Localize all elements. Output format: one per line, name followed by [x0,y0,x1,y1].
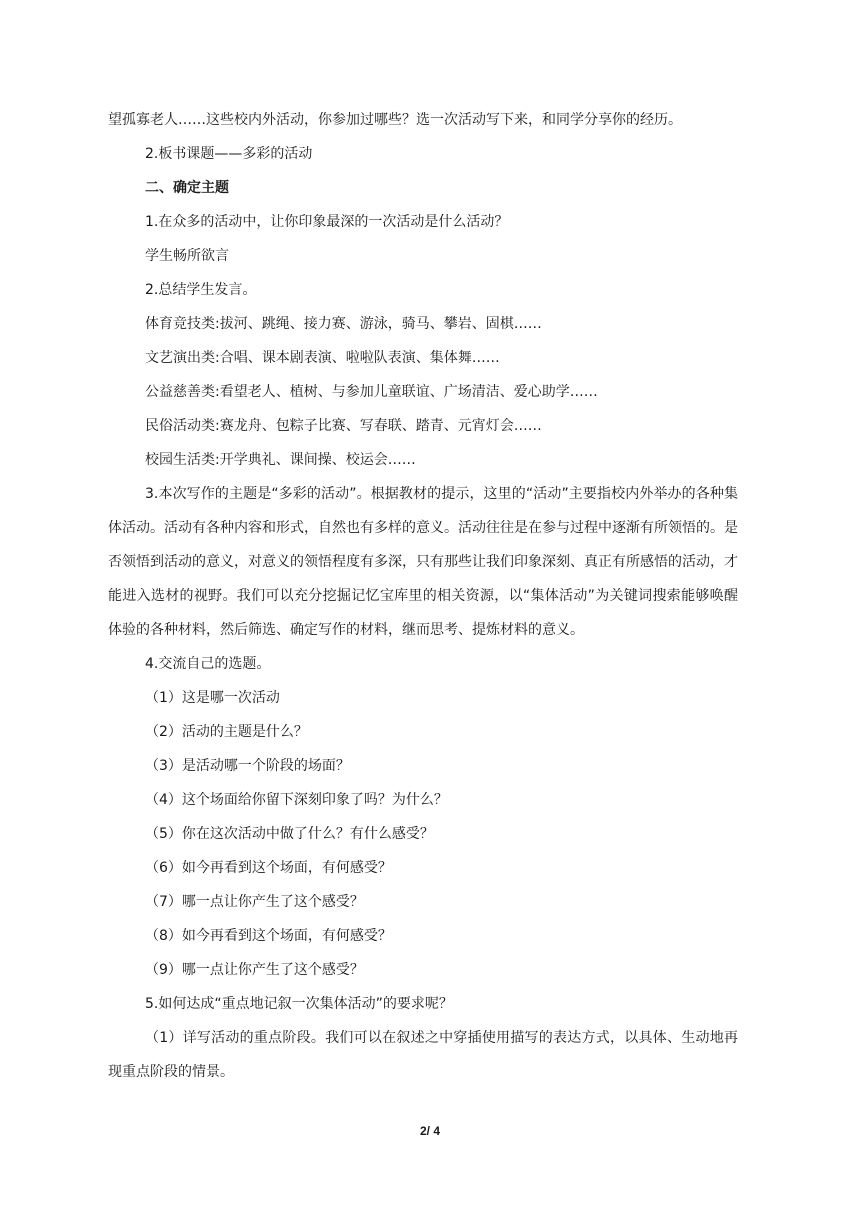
question-item: （8）如今再看到这个场面，有何感受？ [145,928,392,944]
category-folk: 民俗活动类:赛龙舟、包粽子比赛、写春联、踏青、元宵灯会…… [145,418,542,434]
intro-line: 望孤寡老人……这些校内外活动，你参加过哪些？选一次活动写下来，和同学分享你的经历。 [108,112,682,128]
document-body [108,103,738,1089]
question-item: （9）哪一点让你产生了这个感受？ [145,962,364,978]
theme-paragraph: 3.本次写作的主题是“多彩的活动”。根据教材的提示，这里的“活动”主要指校内外举办的各种集体活动。活动有各种内容和形式，自然也有多样的意义。活动往往是在参与过程中逐渐有所领悟的。是否领悟到活动的意义，对意义的领悟程度有多深，只有那些让我们印象深刻、真正有所感悟的活动，才能进入选材的视野。我们可以充分挖掘记忆宝库里的相关资源，以“集体活动”为关键词搜索能够唤醒体验的各种材料，然后筛选、确定写作的材料，继而思考、提炼材料的意义。 [108,486,738,638]
question-item: （3）是活动哪一个阶段的场面？ [145,758,350,774]
question-item: （2）活动的主题是什么？ [145,724,308,740]
method-step: 5.如何达成“重点地记叙一次集体活动”的要求呢？ [145,996,453,1012]
category-arts: 文艺演出类:合唱、课本剧表演、啦啦队表演、集体舞…… [145,350,500,366]
question-item: （7）哪一点让你产生了这个感受？ [145,894,364,910]
question-item: （4）这个场面给你留下深刻印象了吗？为什么？ [145,792,448,808]
exchange-step: 4.交流自己的选题。 [145,656,271,672]
question-item: （6）如今再看到这个场面，有何感受？ [145,860,392,876]
category-campus: 校园生活类:开学典礼、课间操、校运会…… [145,452,416,468]
summary-step: 2.总结学生发言。 [145,282,257,298]
section-heading: 二、确定主题 [145,180,229,196]
page-number: 2/ 4 [419,1124,440,1138]
category-sports: 体育竞技类:拔河、跳绳、接力赛、游泳，骑马、攀岩、固棋…… [145,316,542,332]
question-item: （5）你在这次活动中做了什么？有什么感受？ [145,826,434,842]
question-1: 1.在众多的活动中，让你印象最深的一次活动是什么活动？ [145,214,509,230]
category-charity: 公益慈善类:看望老人、植树、与参加儿童联谊、广场清洁、爱心助学…… [145,384,598,400]
question-1-answer: 学生畅所欲言 [145,248,229,264]
question-item: （1）这是哪一次活动 [145,690,280,706]
method-detail-paragraph: （1）详写活动的重点阶段。我们可以在叙述之中穿插使用描写的表达方式，以具体、生动地再现重点阶段的情景。 [108,1030,738,1080]
board-title-line: 2.板书课题——多彩的活动 [145,146,313,162]
